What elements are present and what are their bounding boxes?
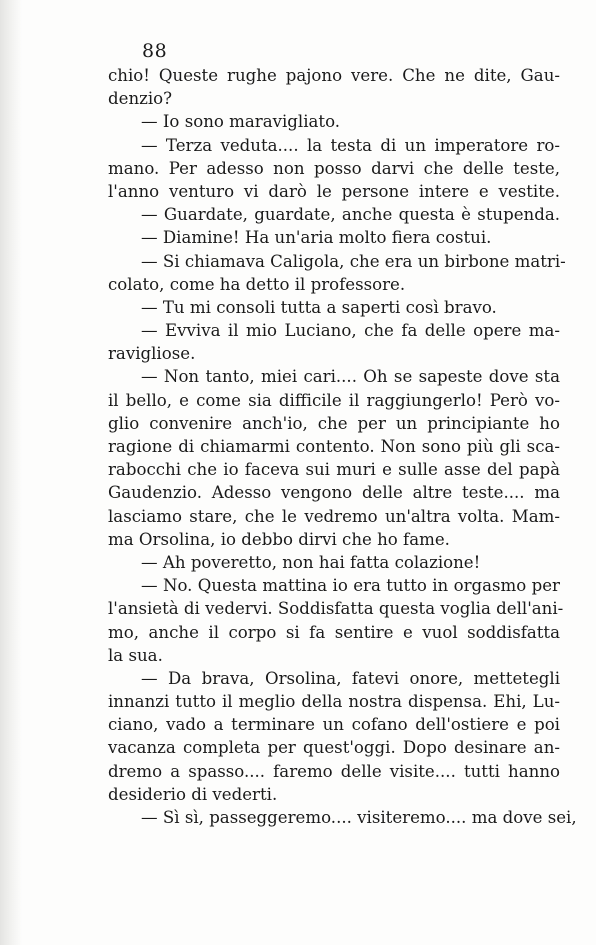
text-line: ravigliose. bbox=[108, 344, 196, 364]
text-line: — Si chiamava Caligola, che era un birbone matri- bbox=[141, 251, 566, 271]
text-line: — Sì sì, passeggeremo.... visiteremo.... ma dove sei, bbox=[141, 808, 577, 827]
body-text bbox=[108, 64, 577, 829]
text-line: mano. Per adesso non posso darvi che delle teste, bbox=[108, 158, 560, 178]
text-line: — Non tanto, miei cari.... Oh se sapeste dove sta bbox=[141, 367, 560, 387]
text-line: — Ah poveretto, non hai fatta colazione! bbox=[141, 552, 481, 572]
text-line: l'anno venturo vi darò le persone intere e vestite. bbox=[108, 181, 560, 201]
text-line: l'ansietà di vedervi. Soddisfatta questa voglia dell'ani- bbox=[108, 599, 564, 619]
text-line: rabocchi che io faceva sui muri e sulle asse del papà bbox=[108, 460, 560, 480]
text-line: — Da brava, Orsolina, fatevi onore, mettetegli bbox=[141, 668, 560, 688]
text-line: chio! Queste rughe pajono vere. Che ne dite, Gau- bbox=[108, 66, 560, 85]
text-line: dremo a spasso.... faremo delle visite.... tutti hanno bbox=[108, 761, 560, 781]
text-line: desiderio di vederti. bbox=[108, 784, 278, 804]
text-line: ciano, vado a terminare un cofano dell'ostiere e poi bbox=[108, 715, 560, 735]
text-line: — Guardate, guardate, anche questa è stupenda. bbox=[141, 205, 560, 225]
text-line: — Diamine! Ha un'aria molto fiera costui. bbox=[141, 228, 492, 248]
text-line: mo, anche il corpo si fa sentire e vuol soddisfatta bbox=[108, 622, 560, 642]
page-binding-edge bbox=[0, 0, 22, 945]
text-line: glio convenire anch'io, che per un principiante ho bbox=[108, 413, 560, 433]
text-line: lasciamo stare, che le vedremo un'altra volta. Mam- bbox=[108, 506, 560, 526]
text-line: la sua. bbox=[108, 645, 163, 665]
text-line: ragione di chiamarmi contento. Non sono più gli sca- bbox=[108, 437, 560, 456]
text-line: Gaudenzio. Adesso vengono delle altre teste.... ma bbox=[108, 483, 560, 503]
text-line: vacanza completa per quest'oggi. Dopo desinare an- bbox=[108, 738, 560, 758]
text-line: — Tu mi consoli tutta a saperti così bravo. bbox=[141, 297, 497, 317]
text-line: — No. Questa mattina io era tutto in orgasmo per bbox=[141, 576, 560, 596]
page-number: 88 bbox=[142, 40, 168, 62]
text-line: denzio? bbox=[108, 89, 173, 109]
text-line: il bello, e come sia difficile il raggiungerlo! Però vo- bbox=[108, 390, 560, 410]
text-line: ma Orsolina, io debbo dirvi che ho fame. bbox=[108, 529, 450, 549]
text-line: — Io sono maravigliato. bbox=[141, 112, 341, 132]
text-line: — Terza veduta.... la testa di un imperatore ro- bbox=[141, 135, 560, 155]
text-line: colato, come ha detto il professore. bbox=[108, 274, 406, 294]
text-line: — Evviva il mio Luciano, che fa delle opere ma- bbox=[141, 321, 560, 341]
text-line: innanzi tutto il meglio della nostra dispensa. Ehi, Lu- bbox=[108, 692, 560, 712]
